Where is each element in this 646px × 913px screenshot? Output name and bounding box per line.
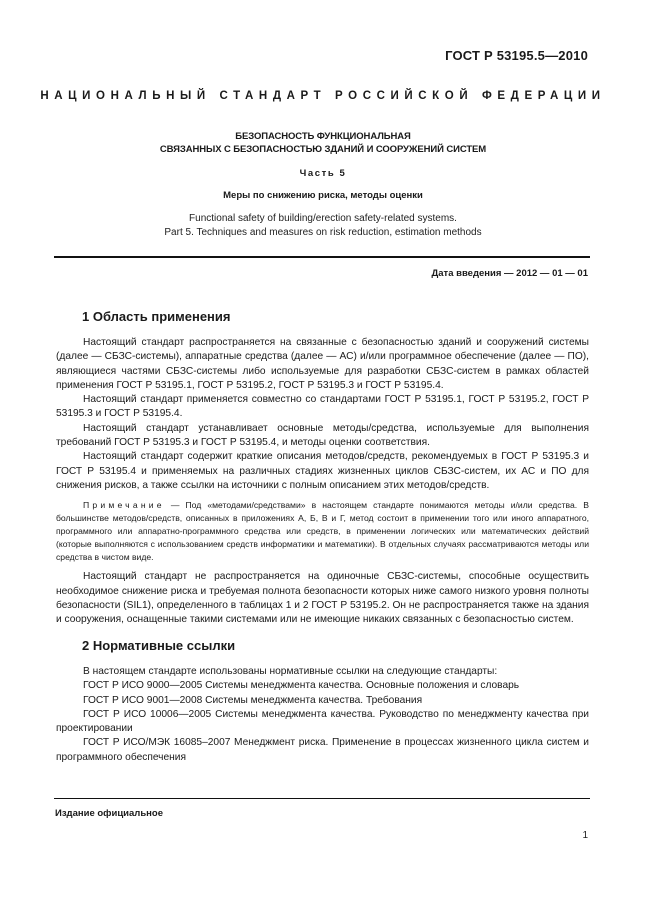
reference-item: ГОСТ Р ИСО 9001—2008 Системы менеджмента качества. Требования — [83, 694, 423, 706]
introduction-date: Дата введения — 2012 — 01 — 01 — [431, 268, 588, 279]
english-title-line-1: Functional safety of building/erection safety-related systems. — [189, 213, 457, 224]
english-title — [0, 212, 646, 240]
footer-divider — [54, 798, 590, 799]
document-code: ГОСТ Р 53195.5—2010 — [445, 48, 588, 63]
reference-item: ГОСТ Р ИСО 10006—2005 Системы менеджмента качества. Руководство по менеджменту качества при проектировании — [56, 708, 589, 735]
national-standard-banner: НАЦИОНАЛЬНЫЙ СТАНДАРТ РОССИЙСКОЙ ФЕДЕРАЦИИ — [40, 90, 606, 102]
note — [56, 499, 589, 564]
official-edition-label: Издание официальное — [55, 808, 163, 819]
title-line-1: БЕЗОПАСНОСТЬ ФУНКЦИОНАЛЬНАЯ — [235, 131, 411, 142]
reference-item: ГОСТ Р ИСО 9000—2005 Системы менеджмента качества. Основные положения и словарь — [83, 680, 520, 692]
english-title-line-2: Part 5. Techniques and measures on risk reduction, estimation methods — [164, 227, 482, 238]
section-1-final-paragraph: Настоящий стандарт не распространяется на одиночные СБЗС-системы, способные осуществить необходимое снижение риска и требуемая полнота безопасности которых ниже самого низкого уровня полноты безопасности (SIL1), определенного в таблицах 1 и 2 ГОСТ Р 53195.2. Он не распространяется также на здания и сооружения, оснащенные такими системами или не имеющие никаких связанных с безопасностью систем. — [56, 571, 589, 626]
section-2-intro: В настоящем стандарте использованы нормативные ссылки на следующие стандарты: — [83, 666, 498, 677]
section-1-body — [56, 336, 589, 627]
note-label: Примечание — [83, 500, 165, 511]
section-1-paragraph: Настоящий стандарт устанавливает основные методы/средства, используемые для выполнения требований ГОСТ Р 53195.3 и ГОСТ Р 53195.4, и методы оценки соответствия. — [56, 422, 589, 449]
section-1-heading: 1 Область применения — [82, 309, 231, 324]
section-2-body — [56, 665, 589, 765]
title-line-2: СВЯЗАННЫХ С БЕЗОПАСНОСТЬЮ ЗДАНИЙ И СООРУЖЕНИЙ СИСТЕМ — [159, 144, 487, 155]
section-1-paragraph: Настоящий стандарт применяется совместно со стандартами ГОСТ Р 53195.1, ГОСТ Р 53195.2, ГОСТ Р 53195.3 и ГОСТ Р 53195.4. — [56, 394, 589, 420]
title-block — [0, 130, 646, 240]
header-divider — [54, 256, 590, 258]
note-text: — Под «методами/средствами» в настоящем стандарте понимаются методы и/или средства. В большинстве методов/средств, описанных в приложениях А, Б, В и Г, метод состоит в применении того или иного аппаратного, программного или аппаратно-программного средства или средств, в применении логических или математических действий (которые выполняются с использованием средств информатики и математики). В отдельных случаях рассматриваются методы или средства в чистом виде. — [56, 500, 589, 563]
reference-item: ГОСТ Р ИСО/МЭК 16085–2007 Менеджмент риска. Применение в процессах жизненного цикла систем и программного обеспечения — [56, 737, 589, 763]
section-1-paragraph: Настоящий стандарт распространяется на связанные с безопасностью зданий и сооружений системы (далее — СБЗС-системы), аппаратные средства (далее — АС) и/или программное обеспечение (далее — ПО), являющиеся частями СБЗС-системы либо используемые для разработки СБЗС-систем в рамках областей применения ГОСТ Р 53195.1, ГОСТ Р 53195.2, ГОСТ Р 53195.3 и ГОСТ Р 53195.4. — [56, 337, 589, 391]
section-2-heading: 2 Нормативные ссылки — [82, 638, 236, 653]
part-number: Часть 5 — [299, 168, 347, 179]
subtitle: Меры по снижению риска, методы оценки — [223, 190, 423, 201]
section-1-paragraph: Настоящий стандарт содержит краткие описания методов/средств, рекомендуемых в ГОСТ Р 53195.3 и ГОСТ Р 53195.4 и применяемых на различных стадиях жизненных циклов СБЗС-систем, их АС и ПО для снижения рисков, а также ссылки на источники с полным описанием этих методов/средств. — [56, 451, 589, 491]
page-number: 1 — [582, 830, 588, 841]
